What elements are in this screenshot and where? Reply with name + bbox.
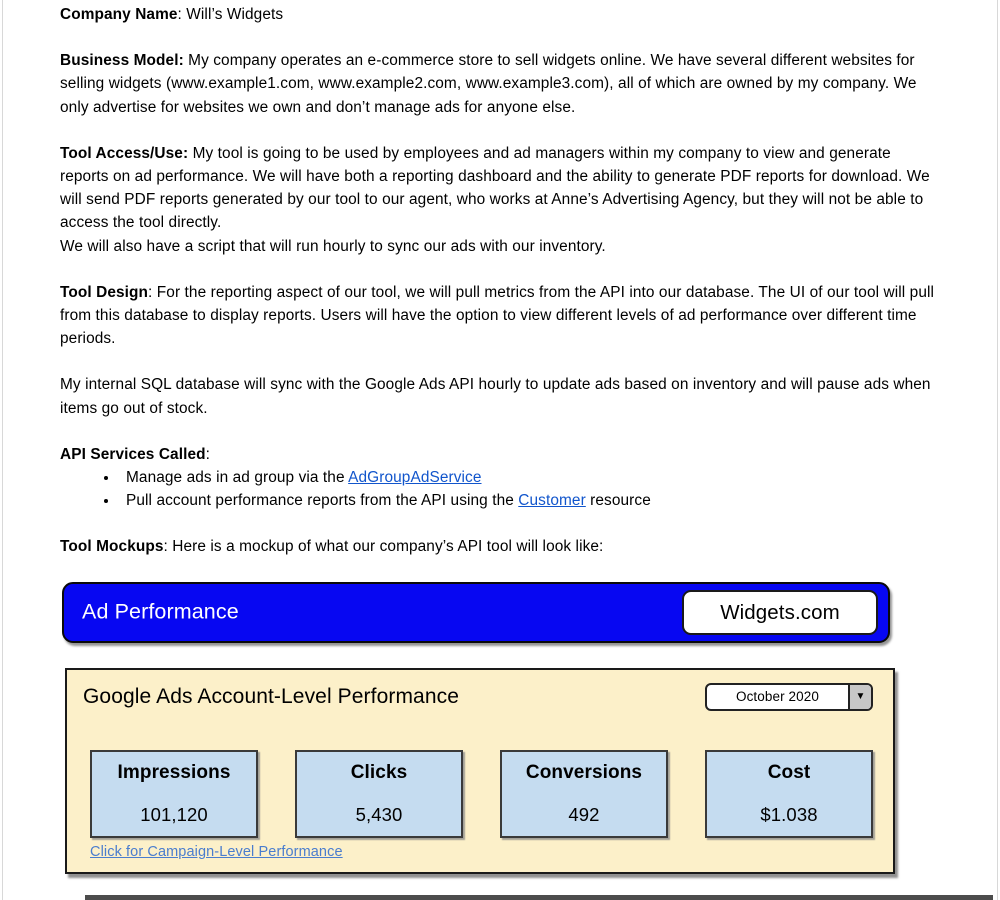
metric-card-cost (705, 750, 873, 838)
metric-label: Clicks (350, 761, 408, 783)
document-page (2, 0, 998, 900)
metric-label: Cost (767, 761, 811, 783)
metric-label: Impressions (117, 761, 231, 783)
metric-card-clicks (295, 750, 463, 838)
tool-design-paragraph (60, 281, 940, 351)
metric-value: 492 (568, 804, 600, 826)
tool-access-text2: We will also have a script that will run hourly to sync our ads with our inventory. (60, 237, 606, 255)
next-section-edge (85, 895, 993, 900)
tool-access-label: Tool Access/Use: (60, 144, 189, 162)
metric-cards-row (90, 750, 873, 838)
tool-access-paragraph (60, 142, 940, 258)
metric-value: 5,430 (355, 804, 403, 826)
date-range-value: October 2020 (735, 689, 819, 705)
list-item (119, 489, 940, 512)
widgets-site-button-label: Widgets.com (720, 600, 840, 624)
tool-mockups-paragraph (60, 535, 940, 558)
account-performance-panel (65, 668, 895, 874)
metric-value: $1.038 (760, 804, 818, 826)
company-name-paragraph (60, 3, 940, 26)
sql-sync-paragraph: My internal SQL database will sync with the Google Ads API hourly to update ads based on inventory and will pause ads when items go out of stock. (60, 376, 931, 417)
tool-access-text: My tool is going to be used by employees and ad managers within my company to view and generate reports on ad performance. We will have both a reporting dashboard and the ability to generate PDF reports for download. We will send PDF reports generated by our tool to our agent, who works at Anne’s Advertising Agency, but they will not be able to access the tool directly. (60, 144, 930, 232)
customer-link[interactable]: Customer (518, 492, 586, 510)
tool-mockups-label: Tool Mockups (60, 538, 164, 556)
adgroupadservice-link[interactable]: AdGroupAdService (348, 469, 482, 487)
date-range-dropdown[interactable] (705, 683, 873, 711)
metric-value: 101,120 (140, 804, 208, 826)
panel-title: Google Ads Account-Level Performance (83, 684, 459, 708)
company-name-label: Company Name (60, 6, 178, 23)
business-model-label: Business Model: (60, 52, 184, 70)
tool-design-label: Tool Design (60, 283, 149, 301)
api-services-colon: : (205, 445, 211, 463)
list-item (119, 466, 940, 489)
business-model-text: My company operates an e-commerce store to sell widgets online. We have several different websites for selling widgets (www.example1.com, www.example2.com, www.example3.com), all of which are owned by my company. We only advertise for websites we own and don’t manage ads for anyone else. (60, 52, 917, 116)
campaign-level-link[interactable]: Click for Campaign-Level Performance (90, 844, 343, 861)
document-body (3, 0, 997, 874)
bullet-text-post: resource (585, 492, 651, 510)
mockup-title: Ad Performance (82, 599, 239, 624)
business-model-paragraph (60, 49, 940, 119)
tool-mockups-text: : Here is a mockup of what our company’s API tool will look like: (163, 538, 604, 556)
company-name-value: : Will’s Widgets (177, 6, 284, 23)
api-services-heading (60, 443, 940, 466)
metric-card-impressions (90, 750, 258, 838)
widgets-site-button[interactable] (682, 590, 878, 635)
tool-design-text: : For the reporting aspect of our tool, we will pull metrics from the API into our database. The UI of our tool will pull from this database to display reports. Users will have the option to view different levels of ad performance over different time periods. (60, 283, 935, 348)
dropdown-arrow-icon[interactable]: ▼ (848, 685, 871, 709)
bullet-text-pre: Manage ads in ad group via the (126, 469, 349, 487)
bullet-text-pre: Pull account performance reports from the API using the (126, 492, 519, 510)
mockup-header-bar (62, 582, 890, 643)
metric-card-conversions (500, 750, 668, 838)
api-services-list (60, 466, 940, 512)
metric-label: Conversions (525, 761, 643, 783)
api-services-label: API Services Called (60, 445, 206, 463)
